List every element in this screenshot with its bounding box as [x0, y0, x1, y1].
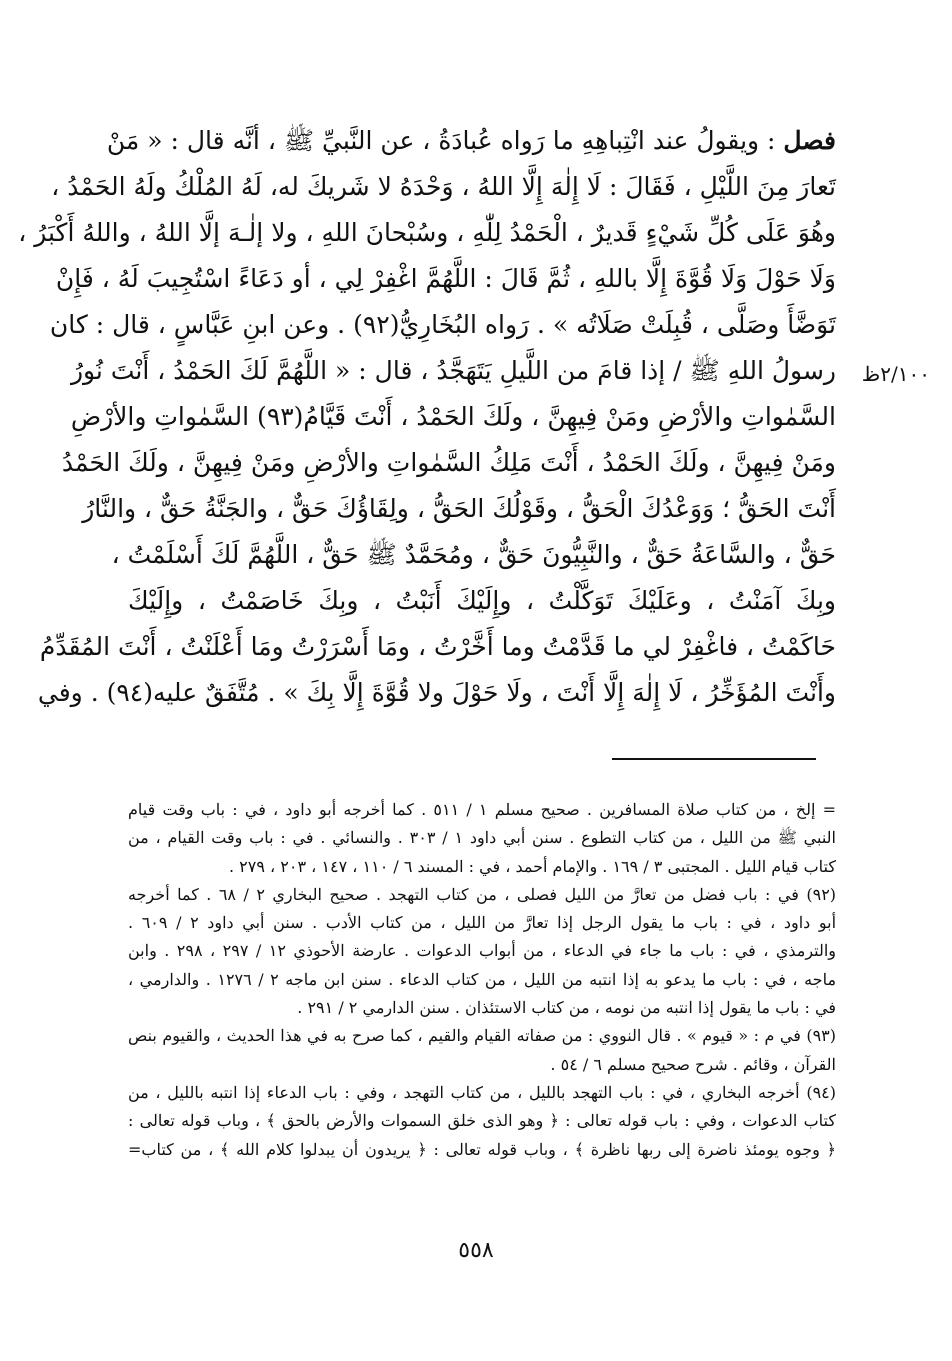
footnote-line-11: (٩٤) أخرجه البخاري ، في : باب التهجد بالليل ، من كتاب التهجد ، وفي : باب الدعاء إذا انتبه بالليل ، من [128, 1082, 836, 1102]
footnote-line-12: كتاب الدعوات ، وفي : باب قوله تعالى : ﴿ وهو الذى خلق السموات والأرض بالحق ﴾ ، وباب قوله تعالى : [128, 1111, 836, 1131]
main-line-11: وبِكَ آمَنْتُ ، وعَلَيْكَ تَوَكَّلْتُ ، وإِلَيْكَ أَنَبْتُ ، وبِكَ خَاصَمْتُ ، وإِلَيْكَ [128, 586, 836, 615]
footnote-line-1: = إلخ ، من كتاب صلاة المسافرين . صحيح مسلم ١ / ٥١١ . كما أخرجه أبو داود ، في : باب وقت قيام [128, 800, 837, 819]
footnote-line-6: والترمذي ، في : باب ما جاء في الدعاء ، من أبواب الدعوات . عارضة الأحوذي ١٢ / ٢٩٧ ، ٢٩٨ . وابن [128, 941, 837, 961]
main-line-8: ومَنْ فِيهِنَّ ، ولَكَ الحَمْدُ ، أَنْتَ مَلِكُ السَّمٰواتِ والأرْضِ ومَنْ فِيهِنَّ ، ولَكَ الحَمْدُ [61, 448, 836, 477]
main-line-12: حَاكَمْتُ ، فاغْفِرْ لي ما قَدَّمْتُ وما أَخَّرْتُ ، ومَا أَسْرَرْتُ ومَا أَعْلَنْتُ ، أَنْتَ المُقَدِّمُ [39, 632, 836, 661]
folio-margin-note: ٢/١٠٠ظ [861, 362, 930, 386]
footnote-line-9: (٩٣) في م : « قيوم » . قال النووي : من صفاته القيام والقيم ، كما صرح به في هذا الحديث ، والقيوم بنص [128, 1026, 836, 1046]
footnote-line-3: كتاب قيام الليل . المجتبى ٣ / ١٦٩ . والإمام أحمد ، في : المسند ٦ / ١١٠ ، ١٤٧ ، ٢٠٣ ، ٢٧٩ . [228, 856, 836, 876]
footnote-line-8: في : باب ما يقول إذا انتبه من نومه ، من كتاب الاستئذان . سنن الدارمي ٢ / ٢٩١ . [297, 998, 836, 1018]
main-text-block [18, 118, 836, 716]
footnote-line-5: أبو داود ، في : باب ما يقول الرجل إذا تعارَّ من الليل ، من كتاب الأدب . سنن أبي داود ٢ / ٦٠٩ . [128, 913, 837, 933]
main-line-2: تَعارَ مِنَ اللَّيْلِ ، فَقَالَ : لَا إِلٰهَ إِلَّا اللهُ ، وَحْدَهُ لا شَريكَ له، لَهُ المُلْكُ ولَهُ الحَمْدُ ، [51, 172, 836, 201]
section-heading-word: فصل [783, 126, 836, 155]
main-line-1-text: : ويقولُ عند انْتِباهِهِ ما رَواه عُبادَةُ ، عن النَّبيِّ ﷺ ، أنَّه قال : « مَنْ [106, 126, 784, 155]
footnote-line-2: النبي ﷺ من الليل ، من كتاب التطوع . سنن أبي داود ١ / ٣٠٣ . والنسائي . في : باب وقت القيام ، من [128, 828, 836, 848]
main-line-7: السَّمٰواتِ والأرْضِ ومَنْ فِيهِنَّ ، ولَكَ الحَمْدُ ، أَنْتَ قَيَّامُ(٩٣) السَّمٰواتِ والأرْضِ [70, 402, 836, 431]
main-line-1 [106, 118, 836, 164]
main-line-5: تَوَضَّأَ وصَلَّى ، قُبِلَتْ صَلَاتُه » . رَواه البُخَارِيُّ(٩٢) . وعن ابنِ عَبَّاسٍ ، قال : كان [49, 310, 836, 339]
footnote-line-7: ماجه ، في : باب ما يدعو به إذا انتبه من الليل ، من كتاب الدعاء . سنن ابن ماجه ٢ / ١٢٧٦ . والدارمي ، [128, 969, 837, 989]
footnote-line-4: (٩٢) في : باب فضل من تعارَّ من الليل فصلى ، من كتاب التهجد . صحيح البخاري ٢ / ٦٨ . كما أخرجه [128, 884, 837, 904]
main-line-10: حَقٌّ ، والسَّاعَةُ حَقٌّ ، والنَّبِيُّونَ حَقٌّ ، ومُحَمَّدٌ ﷺ حَقٌّ ، اللَّهُمَّ لَكَ أَسْلَمْتُ ، [111, 540, 836, 569]
main-line-6: رسولُ اللهِ ﷺ / إذا قامَ من اللَّيلِ يَتَهَجَّدُ ، قال : « اللَّهُمَّ لَكَ الحَمْدُ ، أَنْتَ نُورُ [70, 356, 836, 385]
main-line-3: وهُوَ عَلَى كُلِّ شَيْءٍ قَديرٌ ، الْحَمْدُ لِلّٰهِ ، وسُبْحانَ اللهِ ، ولا إلٰـهَ إلَّا اللهُ ، واللهُ أَكْبَرُ ، [18, 218, 836, 247]
main-line-13: وأَنْتَ المُؤَخِّرُ ، لَا إِلٰهَ إِلَّا أَنْتَ ، ولَا حَوْلَ ولا قُوَّةَ إِلَّا بِكَ » . مُتَّفَقٌ عليه(٩٤) . وفي [37, 678, 836, 707]
footnotes-block [128, 796, 836, 1164]
main-line-9: أَنْتَ الحَقُّ ؛ وَوَعْدُكَ الْحَقُّ ، وقَوْلُكَ الحَقُّ ، ولِقَاؤُكَ حَقٌّ ، والجَنَّةُ حَقٌّ ، والنَّارُ [82, 494, 836, 523]
footnote-line-10: القرآن ، وقائم . شرح صحيح مسلم ٦ / ٥٤ . [550, 1054, 836, 1074]
main-line-4: وَلَا حَوْلَ وَلَا قُوَّةَ إِلَّا باللهِ ، ثُمَّ قَالَ : اللَّهُمَّ اغْفِرْ لِي ، أو دَعَاءً اسْتُجِيبَ لَهُ ، فَإِنْ [55, 264, 836, 293]
page-number: ٥٥٨ [458, 1238, 494, 1263]
footnote-line-13: ﴿ وجوه يومئذ ناضرة إلى ربها ناظرة ﴾ ، وباب قوله تعالى : ﴿ يريدون أن يبدلوا كلام الله ﴾ ، من كتاب= [128, 1139, 836, 1159]
footnote-separator-rule [612, 758, 816, 760]
